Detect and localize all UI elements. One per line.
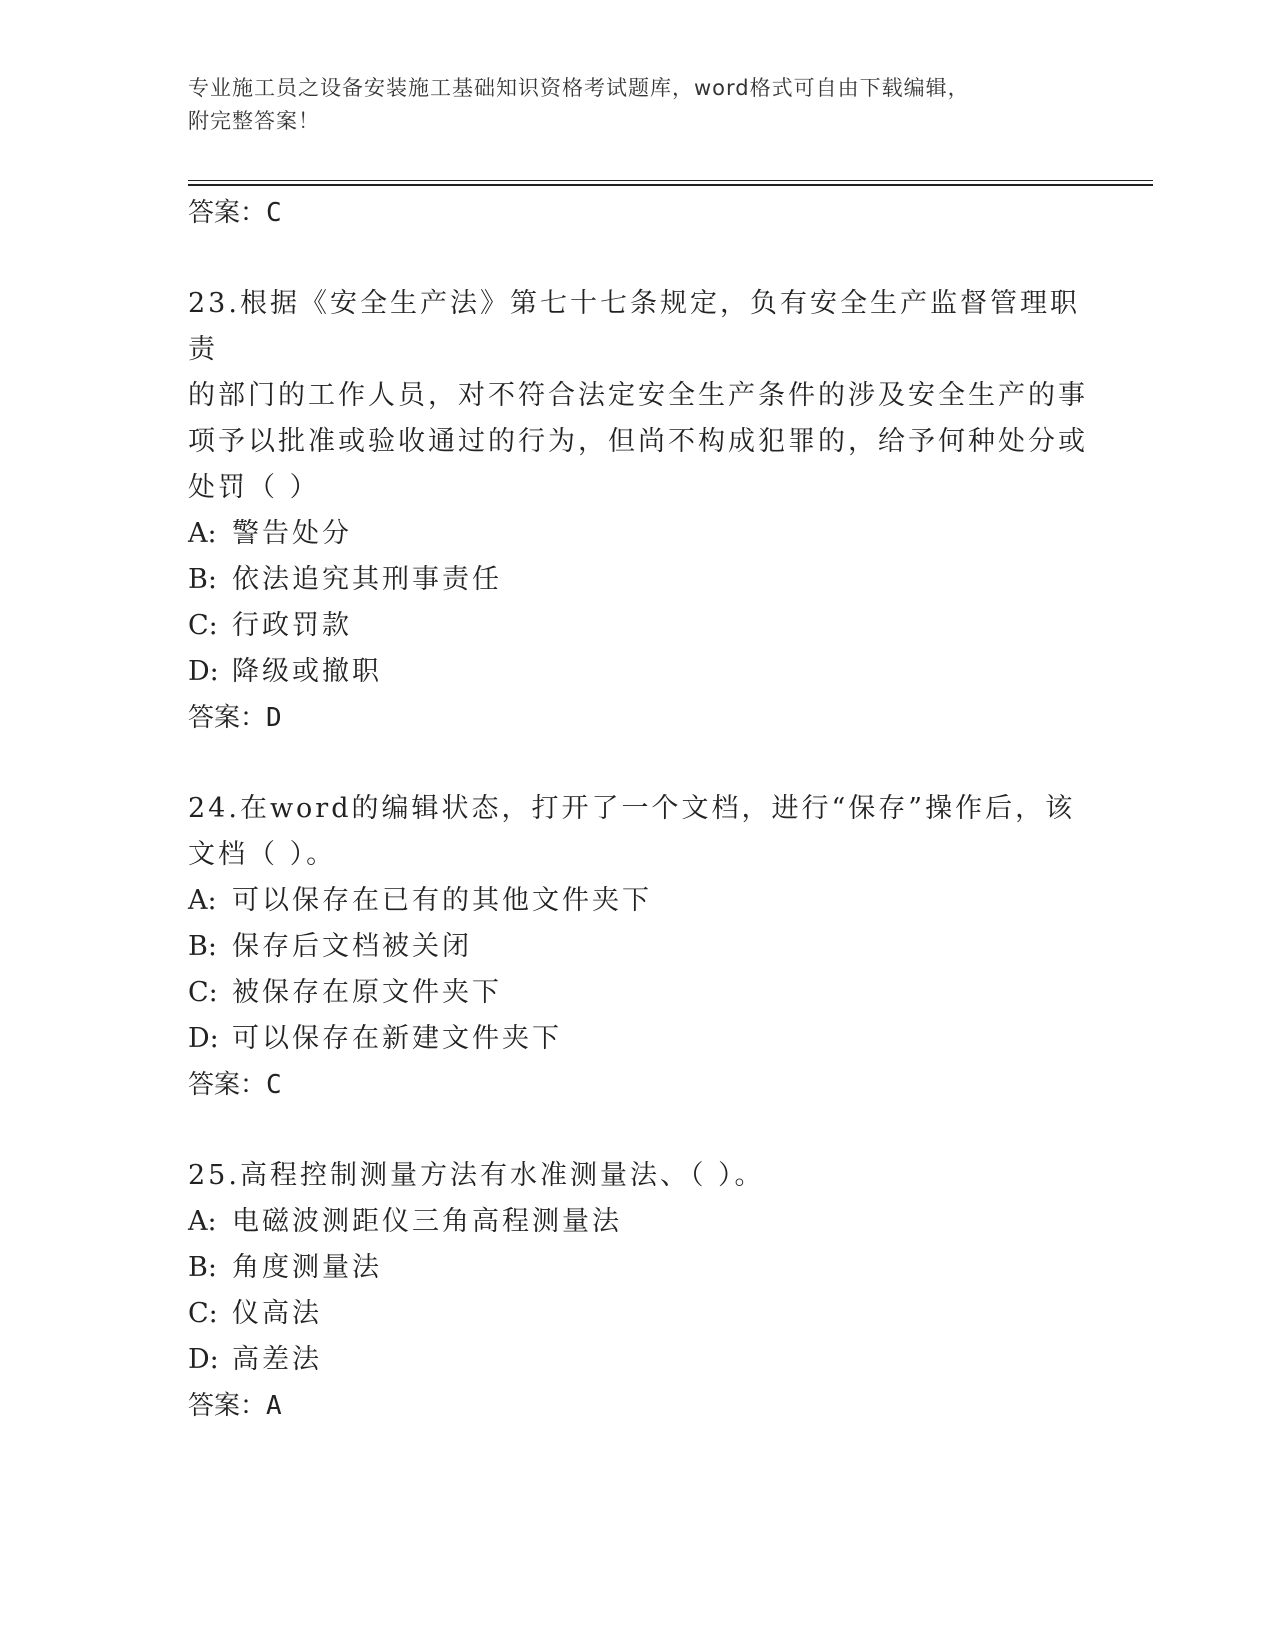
answer-label: 答案： bbox=[188, 1391, 267, 1421]
option-c bbox=[188, 1291, 1088, 1337]
question-text bbox=[188, 281, 1088, 511]
option-text: 降级或撤职 bbox=[232, 656, 382, 687]
option-text: 电磁波测距仪三角高程测量法 bbox=[232, 1206, 622, 1237]
option-b bbox=[188, 1245, 1088, 1291]
option-key: B: bbox=[188, 1252, 217, 1283]
answer-value: A bbox=[266, 1391, 282, 1421]
option-d bbox=[188, 1337, 1088, 1383]
option-text: 可以保存在已有的其他文件夹下 bbox=[232, 885, 652, 916]
option-text: 被保存在原文件夹下 bbox=[232, 977, 502, 1008]
option-text: 高差法 bbox=[232, 1344, 322, 1375]
question-text-line: 文档（ ）。 bbox=[188, 839, 337, 870]
header-line-1: 专业施工员之设备安装施工基础知识资格考试题库，word格式可自由下载编辑， bbox=[188, 76, 970, 100]
question-text-line: 处罚（ ） bbox=[188, 472, 320, 503]
header-line-2: 附完整答案！ bbox=[188, 109, 320, 133]
question-text bbox=[188, 1153, 1088, 1199]
answer-value: D bbox=[266, 703, 282, 733]
option-b bbox=[188, 557, 1088, 603]
option-key: D: bbox=[188, 656, 219, 687]
question-25 bbox=[188, 1153, 1088, 1429]
answer-line bbox=[188, 695, 1088, 741]
option-text: 保存后文档被关闭 bbox=[232, 931, 472, 962]
header-divider-thin bbox=[188, 180, 1153, 181]
option-text: 角度测量法 bbox=[232, 1252, 382, 1283]
option-d bbox=[188, 1016, 1088, 1062]
option-key: C: bbox=[188, 1298, 218, 1329]
answer-line bbox=[188, 190, 1088, 236]
option-text: 可以保存在新建文件夹下 bbox=[232, 1023, 562, 1054]
question-23 bbox=[188, 281, 1088, 741]
question-text-line: 24.在word的编辑状态，打开了一个文档，进行“保存”操作后，该 bbox=[188, 793, 1076, 824]
answer-value: C bbox=[266, 1070, 282, 1100]
answer-label: 答案： bbox=[188, 198, 267, 228]
document-header bbox=[188, 72, 1088, 138]
option-key: A: bbox=[188, 1206, 217, 1237]
option-text: 依法追究其刑事责任 bbox=[232, 564, 502, 595]
option-key: D: bbox=[188, 1344, 219, 1375]
answer-label: 答案： bbox=[188, 1070, 267, 1100]
document-body bbox=[188, 190, 1088, 1429]
option-c bbox=[188, 603, 1088, 649]
answer-line bbox=[188, 1062, 1088, 1108]
answer-label: 答案： bbox=[188, 703, 267, 733]
question-text-line: 25.高程控制测量方法有水准测量法、（ ）。 bbox=[188, 1160, 765, 1191]
option-text: 行政罚款 bbox=[232, 610, 352, 641]
question-24 bbox=[188, 786, 1088, 1108]
option-b bbox=[188, 924, 1088, 970]
option-a bbox=[188, 511, 1088, 557]
option-key: C: bbox=[188, 610, 218, 641]
option-a bbox=[188, 1199, 1088, 1245]
option-key: A: bbox=[188, 885, 217, 916]
option-a bbox=[188, 878, 1088, 924]
answer-value: C bbox=[266, 198, 282, 228]
option-key: A: bbox=[188, 518, 217, 549]
option-key: D: bbox=[188, 1023, 219, 1054]
option-key: B: bbox=[188, 931, 217, 962]
option-d bbox=[188, 649, 1088, 695]
option-text: 仪高法 bbox=[232, 1298, 322, 1329]
header-divider-thick bbox=[188, 184, 1153, 186]
option-c bbox=[188, 970, 1088, 1016]
question-text-line: 项予以批准或验收通过的行为，但尚不构成犯罪的，给予何种处分或 bbox=[188, 426, 1088, 457]
question-text-line: 23.根据《安全生产法》第七十七条规定，负有安全生产监督管理职责 bbox=[188, 288, 1080, 365]
question-text-line: 的部门的工作人员，对不符合法定安全生产条件的涉及安全生产的事 bbox=[188, 380, 1088, 411]
option-text: 警告处分 bbox=[232, 518, 352, 549]
option-key: B: bbox=[188, 564, 217, 595]
answer-line bbox=[188, 1383, 1088, 1429]
question-text bbox=[188, 786, 1088, 878]
option-key: C: bbox=[188, 977, 218, 1008]
